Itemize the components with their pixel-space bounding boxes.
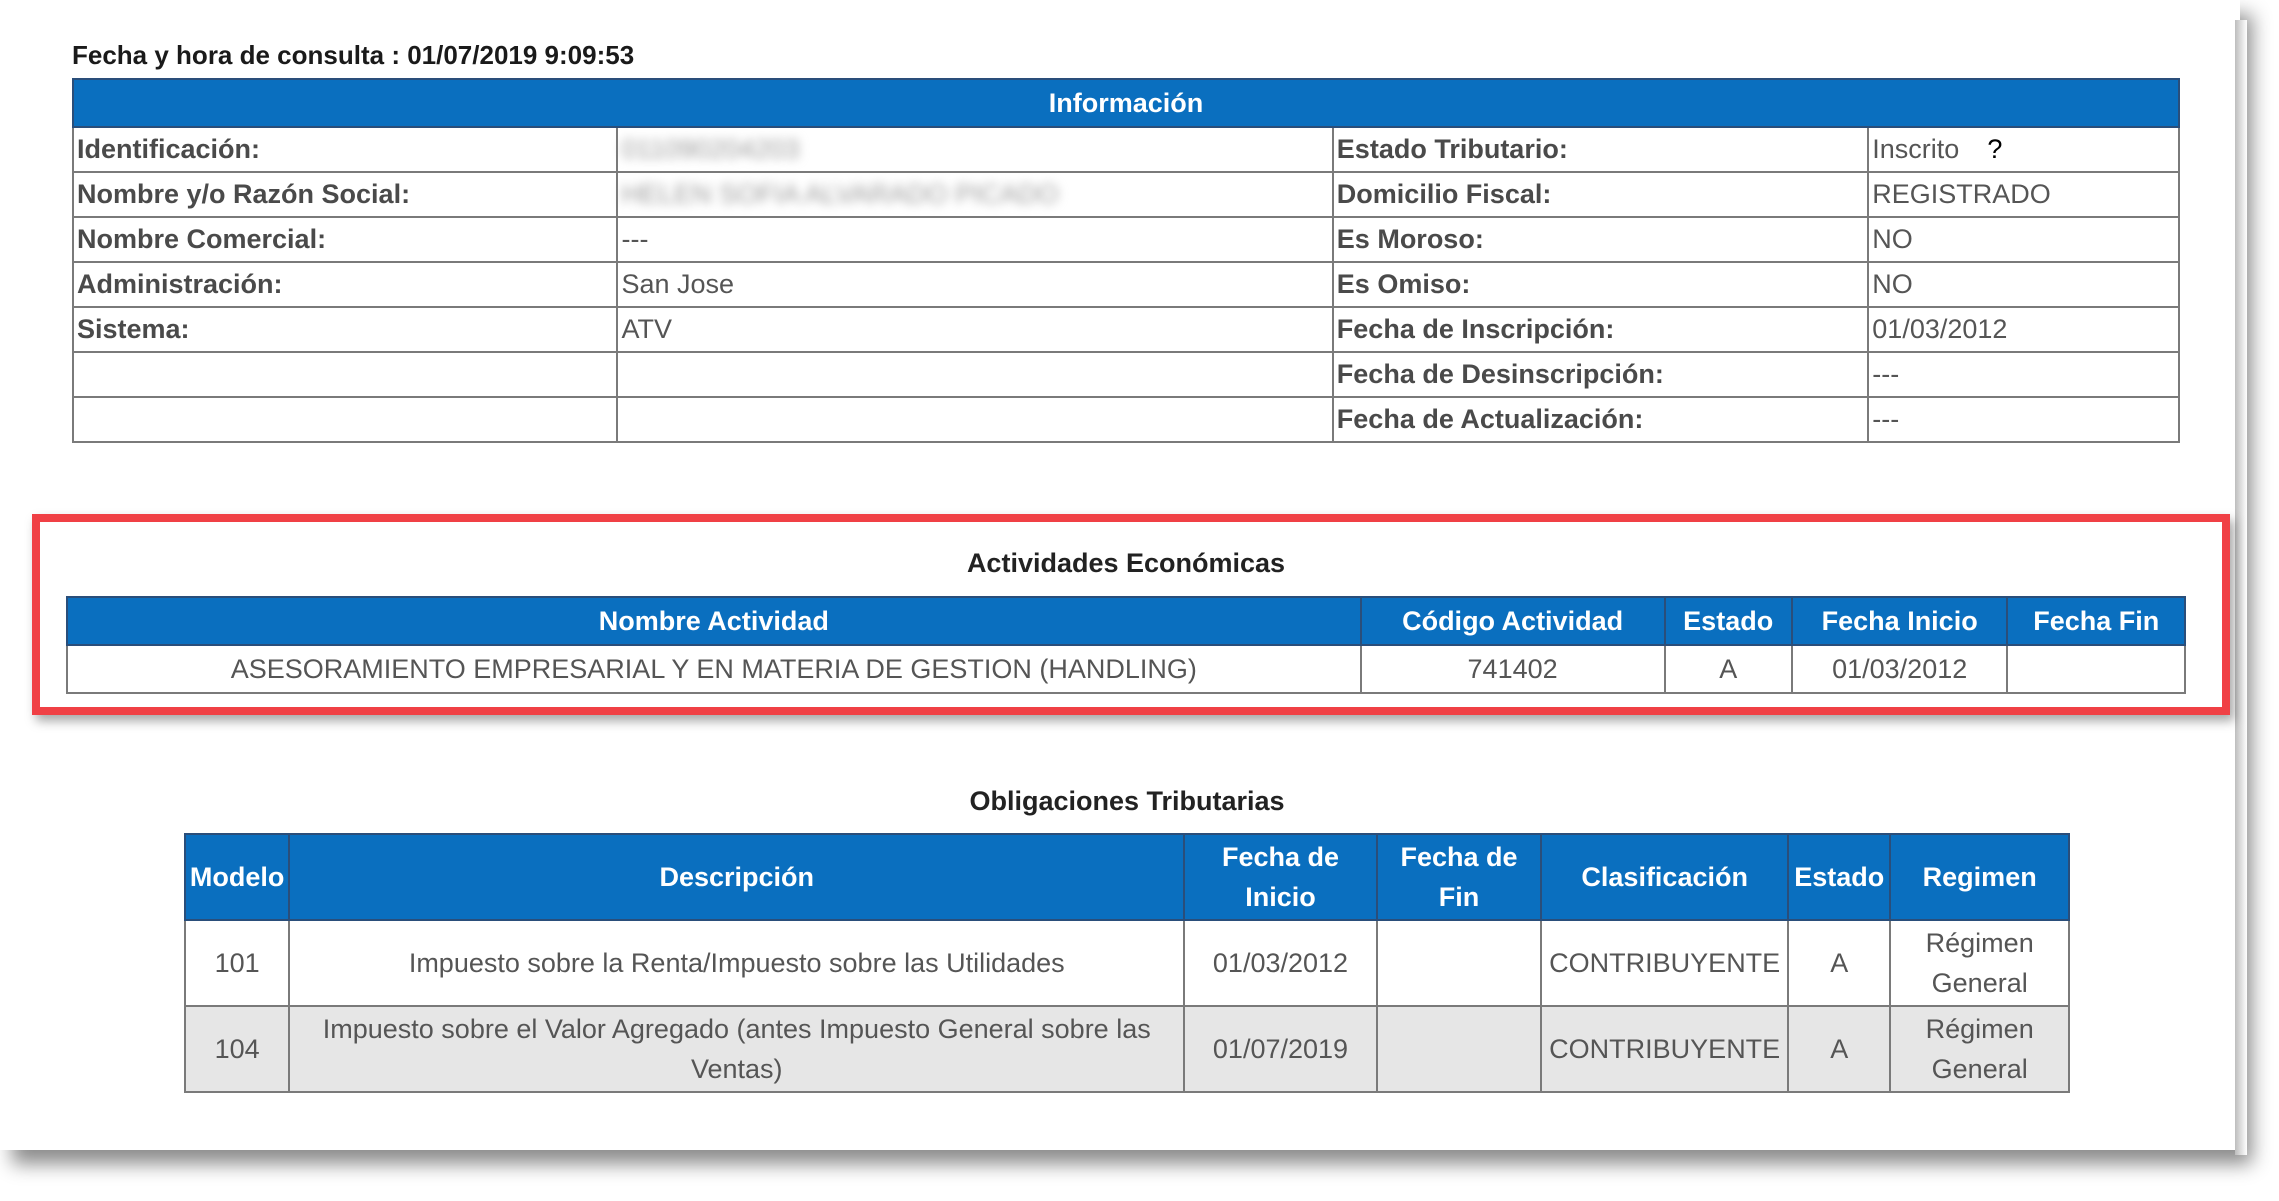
- table-cell: [2007, 645, 2185, 693]
- table-row: [73, 217, 2179, 262]
- field-value: NO: [1868, 262, 2179, 307]
- column-header: Fecha de Fin: [1377, 834, 1542, 920]
- table-row: [73, 127, 2179, 172]
- field-value-identificacion: 011090204203: [617, 127, 1332, 172]
- field-label: Nombre Comercial:: [73, 217, 617, 262]
- field-label: Estado Tributario:: [1333, 127, 1868, 172]
- table-cell: A: [1788, 920, 1890, 1006]
- table-cell: 01/03/2012: [1184, 920, 1377, 1006]
- field-value: ---: [1868, 397, 2179, 442]
- table-header-row: [185, 834, 2069, 920]
- table-cell: A: [1665, 645, 1792, 693]
- field-value: NO: [1868, 217, 2179, 262]
- table-cell: Impuesto sobre el Valor Agregado (antes Impuesto General sobre las Ventas): [289, 1006, 1184, 1092]
- obligaciones-title: Obligaciones Tributarias: [969, 786, 1285, 816]
- field-value: ---: [1868, 352, 2179, 397]
- field-label: Fecha de Inscripción:: [1333, 307, 1868, 352]
- table-cell: 741402: [1361, 645, 1665, 693]
- table-row: [73, 262, 2179, 307]
- column-header: Fecha de Inicio: [1184, 834, 1377, 920]
- column-header: Regimen: [1890, 834, 2069, 920]
- table-row: [185, 1006, 2069, 1092]
- informacion-table: [72, 78, 2180, 443]
- field-value: ---: [617, 217, 1332, 262]
- table-cell: Régimen General: [1890, 920, 2069, 1006]
- table-cell: [1377, 1006, 1542, 1092]
- informacion-title: Información: [73, 79, 2179, 127]
- table-cell: CONTRIBUYENTE: [1541, 920, 1788, 1006]
- field-label: Es Omiso:: [1333, 262, 1868, 307]
- column-header: Fecha Fin: [2007, 597, 2185, 645]
- actividades-title: Actividades Económicas: [966, 548, 1286, 578]
- page-shadow-edge: [2235, 20, 2247, 1155]
- field-value: ATV: [617, 307, 1332, 352]
- field-value: San Jose: [617, 262, 1332, 307]
- column-header: Modelo: [185, 834, 289, 920]
- field-value: [617, 397, 1332, 442]
- table-cell: CONTRIBUYENTE: [1541, 1006, 1788, 1092]
- column-header: Descripción: [289, 834, 1184, 920]
- column-header: Nombre Actividad: [67, 597, 1361, 645]
- field-label: [73, 397, 617, 442]
- table-cell: 01/03/2012: [1792, 645, 2008, 693]
- table-row: [185, 920, 2069, 1006]
- table-cell: 104: [185, 1006, 289, 1092]
- table-cell: Régimen General: [1890, 1006, 2069, 1092]
- field-value: [617, 352, 1332, 397]
- field-label: Fecha de Actualización:: [1333, 397, 1868, 442]
- table-cell: 101: [185, 920, 289, 1006]
- table-row: [73, 397, 2179, 442]
- table-cell: A: [1788, 1006, 1890, 1092]
- table-header-row: [67, 597, 2185, 645]
- actividades-table: [66, 596, 2186, 694]
- field-label: Domicilio Fiscal:: [1333, 172, 1868, 217]
- column-header: Código Actividad: [1361, 597, 1665, 645]
- field-label: Fecha de Desinscripción:: [1333, 352, 1868, 397]
- table-row: [73, 172, 2179, 217]
- field-value-razon-social: HELEN SOFIA ALVARADO PICADO: [617, 172, 1332, 217]
- table-cell: [1377, 920, 1542, 1006]
- field-label: [73, 352, 617, 397]
- help-icon[interactable]: ?: [1987, 134, 2003, 164]
- obligaciones-table: [184, 833, 2070, 1093]
- table-cell: ASESORAMIENTO EMPRESARIAL Y EN MATERIA DE GESTION (HANDLING): [67, 645, 1361, 693]
- column-header: Estado: [1665, 597, 1792, 645]
- field-label: Nombre y/o Razón Social:: [73, 172, 617, 217]
- field-label: Identificación:: [73, 127, 617, 172]
- field-value: 01/03/2012: [1868, 307, 2179, 352]
- table-row: [73, 352, 2179, 397]
- field-label: Sistema:: [73, 307, 617, 352]
- field-label: Es Moroso:: [1333, 217, 1868, 262]
- table-row: [73, 307, 2179, 352]
- field-value: REGISTRADO: [1868, 172, 2179, 217]
- consulta-timestamp: Fecha y hora de consulta : 01/07/2019 9:09:53: [72, 40, 635, 70]
- table-row: [67, 645, 2185, 693]
- column-header: Fecha Inicio: [1792, 597, 2008, 645]
- field-value-estado-tributario: Inscrito ?: [1868, 127, 2179, 172]
- column-header: Clasificación: [1541, 834, 1788, 920]
- field-label: Administración:: [73, 262, 617, 307]
- table-cell: 01/07/2019: [1184, 1006, 1377, 1092]
- table-cell: Impuesto sobre la Renta/Impuesto sobre las Utilidades: [289, 920, 1184, 1006]
- column-header: Estado: [1788, 834, 1890, 920]
